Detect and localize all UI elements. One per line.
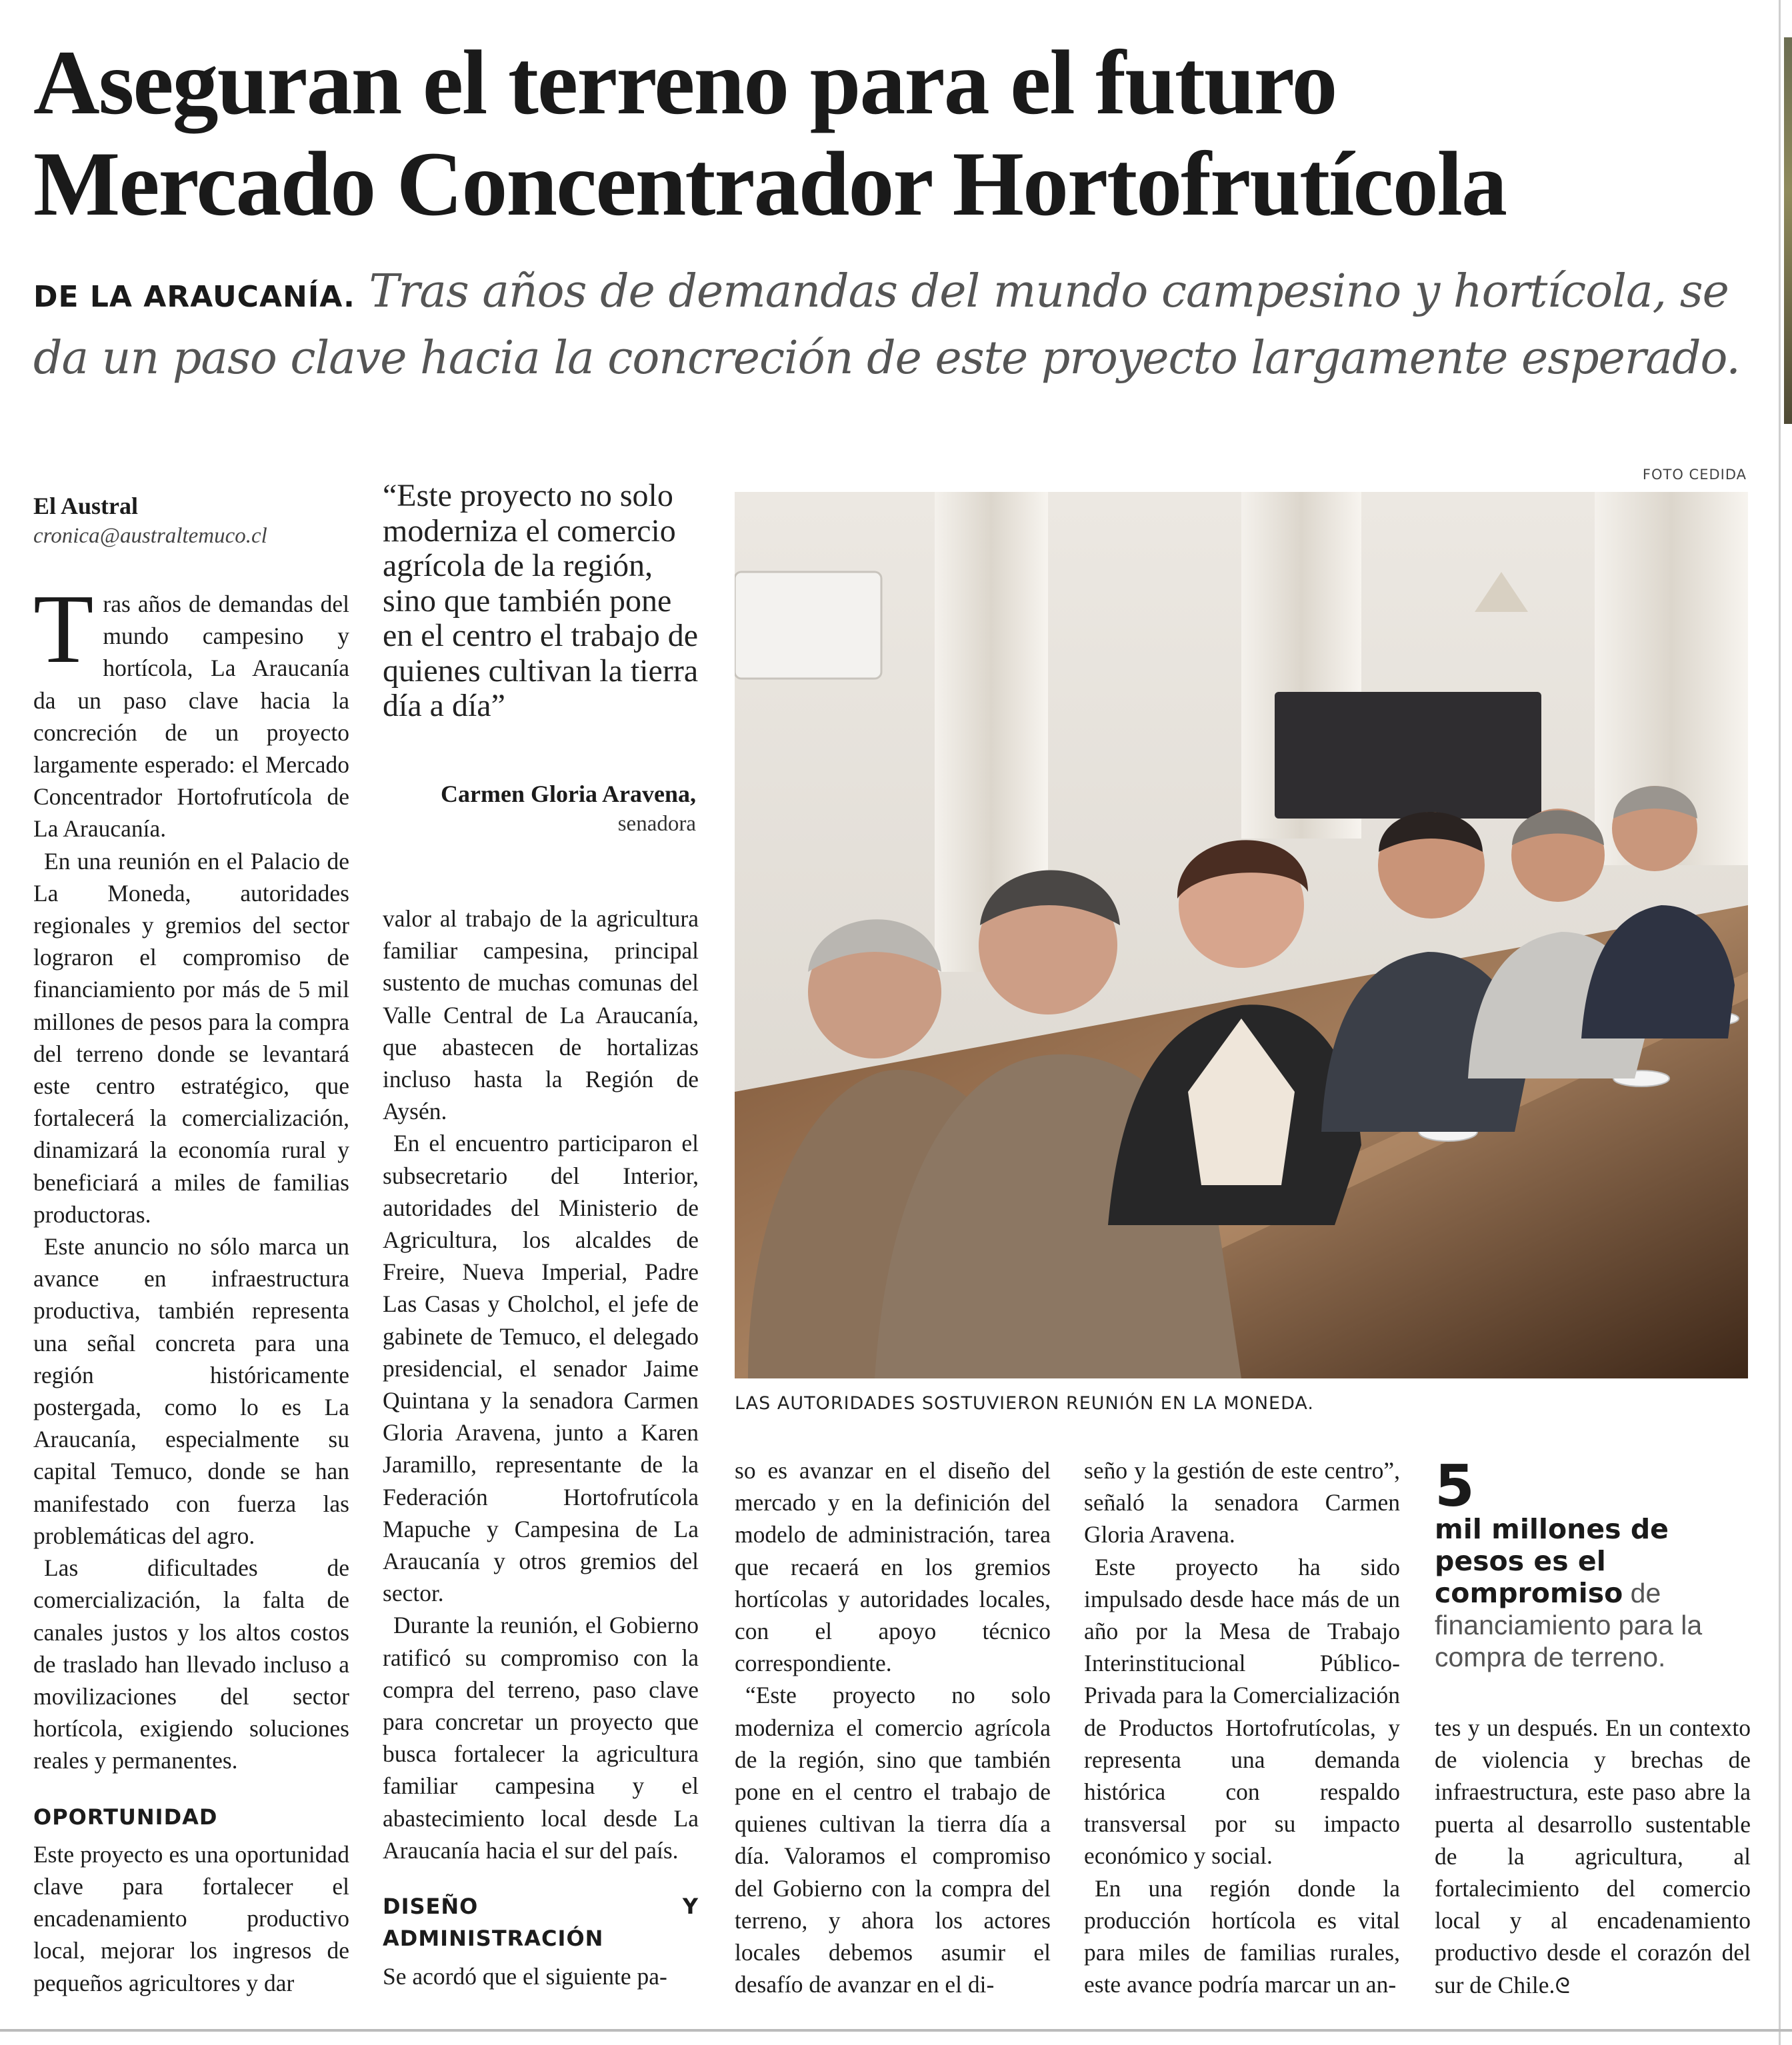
pull-quote-author: Carmen Gloria Aravena,: [441, 781, 696, 807]
article-column-4: [1084, 1454, 1400, 2000]
column2-paragraph-3: Durante la reunión, el Gobierno ratificó su compromiso con la compra del terreno, paso clave para concretar un proyecto que busca fortalecer la agricultura familiar campesina y el abastecimiento local desde La Araucanía hacia el sur del país.: [383, 1612, 699, 1864]
column4-paragraph-2: Este proyecto ha sido impulsado desde hace más de un año por la Mesa de Trabajo Interinstitucional Público-Privada para la Comercialización de Productos Hortofrutícolas, y representa una demanda histórica con respaldo transversal por su impacto económico y social.: [1084, 1553, 1400, 1870]
article-column-1: [33, 575, 349, 1999]
subhead-diseno: DISEÑO Y ADMINISTRACIÓN: [383, 1894, 699, 1952]
column1-paragraph-4: Las dificultades de comercialización, la falta de canales justos y los altos costos de traslado han llevado incluso a movilizaciones del sector hortícola, exigiendo soluciones reales y permanentes.: [33, 1554, 349, 1774]
column1-paragraph-2: En una reunión en el Palacio de La Moneda, autoridades regionales y gremios del sector lograron el compromiso de financiamiento por más de 5 mil millones de pesos para la compra del terreno donde se levantará este centro estratégico, que fortalecerá la comercialización, dinamizará la economía rural y beneficiará a miles de familias productoras.: [33, 847, 349, 1228]
stat-number: 5: [1435, 1453, 1475, 1520]
column1-paragraph-1: Tras años de demandas del mundo campesino y hortícola, La Araucanía da un paso clave hacia la concreción de un proyecto largamente esperado: el Mercado Concentrador Hortofrutícola de La Araucanía.: [33, 575, 349, 843]
column3-paragraph-1: so es avanzar en el diseño del mercado y en la definición del modelo de administración, tarea que recaerá en los gremios hortícolas y autoridades locales, con el apoyo técnico correspondiente.: [735, 1457, 1051, 1677]
photo-caption: LAS AUTORIDADES SOSTUVIERON REUNIÓN EN LA MONEDA.: [735, 1393, 1315, 1414]
column2-paragraph-2: En el encuentro participaron el subsecretario del Interior, autoridades del Ministerio de Agricultura, los alcaldes de Freire, Nueva Imperial, Padre Las Casas y Cholchol, el jefe de gabinete de Temuco, el delegado presidencial, el senador Jaime Quintana y la senadora Carmen Gloria Aravena, junto a Karen Jaramillo, representante de la Federación Hortofrutícola Mapuche y Campesina de La Araucanía y otros gremios del sector.: [383, 1130, 699, 1607]
lead-text: Tras años de demandas del mundo campesino y hortícola, se da un paso clave hacia la concreción de este proyecto largamente esperado.: [33, 265, 1740, 385]
adjacent-page-photo: [1784, 37, 1792, 424]
meeting-photo-illustration: [735, 492, 1748, 1378]
byline-source: El Austral: [33, 493, 139, 519]
headline: [33, 32, 1740, 235]
column3-paragraph-2: “Este proyecto no solo moderniza el comercio agrícola de la región, sino que también pone en el centro el trabajo de quienes cultivan la tierra día a día. Valoramos el compromiso del Gobierno con la compra del terreno, y ahora los actores locales debemos asumir el desafío de avanzar en el di-: [735, 1682, 1051, 1998]
column4-paragraph-3: En una región donde la producción hortícola es vital para miles de familias rurales, este avance podría marcar un an-: [1084, 1874, 1400, 1998]
article-column-3: [735, 1454, 1051, 2000]
column1-paragraph-5: Este proyecto es una oportunidad clave para fortalecer el encadenamiento productivo local, mejorar los ingresos de pequeños agricultores y dar: [33, 1840, 349, 1996]
lead-kicker: DE LA ARAUCANÍA.: [33, 280, 355, 314]
drop-cap: T: [33, 575, 94, 684]
stat-label-bold: mil millones de pesos es el compromiso: [1435, 1513, 1669, 1609]
photo-credit: FOTO CEDIDA: [1642, 467, 1747, 483]
stat-label: [1435, 1513, 1755, 1673]
subhead-oportunidad: OPORTUNIDAD: [33, 1804, 218, 1830]
meeting-photo: [735, 492, 1748, 1378]
article-column-5: [1435, 1712, 1751, 2002]
byline-email: cronica@australtemuco.cl: [33, 524, 267, 548]
lead-paragraph: [33, 261, 1753, 389]
column5-paragraph-1: tes y un después. En un contexto de violencia y brechas de infraestructura, este paso abre la puerta al desarrollo sustentable de la agricultura, al fortalecimiento del comercio local y al encadenamiento productivo desde el corazón del sur de Chile.ᘓ: [1435, 1714, 1751, 1998]
pull-quote-role: senadora: [617, 812, 696, 836]
headline-line-1: Aseguran el terreno para el futuro: [33, 31, 1337, 133]
pull-quote: “Este proyecto no solo moderniza el comercio agrícola de la región, sino que también pone en el centro el trabajo de quienes cultivan la tierra día a día”: [383, 478, 699, 723]
end-mark-icon: ᘓ: [1555, 1972, 1570, 1998]
stat-label-rest: de financiamiento para la compra de terreno.: [1435, 1578, 1703, 1672]
column1-paragraph-3: Este anuncio no sólo marca un avance en infraestructura productiva, también representa una señal concreta para una región históricamente postergada, como lo es La Araucanía, especialmente su capital Temuco, donde se han manifestado con fuerza las problemáticas del agro.: [33, 1233, 349, 1549]
column2-paragraph-4: Se acordó que el siguiente pa-: [383, 1962, 667, 1990]
column2-paragraph-1: valor al trabajo de la agricultura familiar campesina, principal sustento de muchas comunas del Valle Central de La Araucanía, que abastecen de hortalizas incluso hasta la Región de Aysén.: [383, 905, 699, 1125]
article-column-2: [383, 903, 699, 1992]
bottom-rule: [0, 2029, 1792, 2032]
headline-line-2: Mercado Concentrador Hortofrutícola: [33, 133, 1507, 235]
column4-paragraph-1: seño y la gestión de este centro”, señaló la senadora Carmen Gloria Aravena.: [1084, 1457, 1400, 1548]
